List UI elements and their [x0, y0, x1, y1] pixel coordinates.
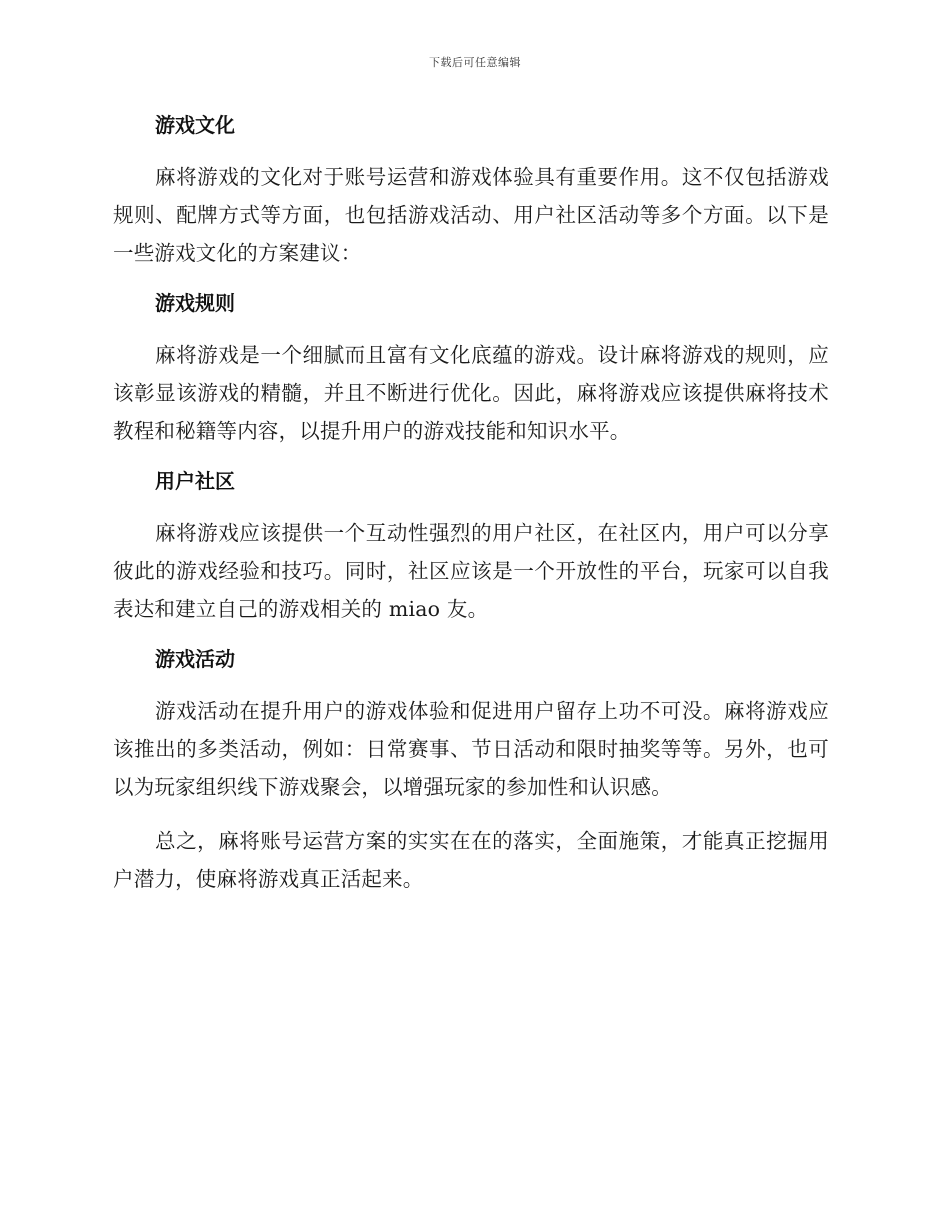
- section-paragraph-game-rules: 麻将游戏是一个细腻而且富有文化底蕴的游戏。设计麻将游戏的规则，应该彰显该游戏的精髓，并且不断进行优化。因此，麻将游戏应该提供麻将技术教程和秘籍等内容，以提升用户的游戏技能和知识水平。: [113, 343, 829, 443]
- section-paragraph-game-activities: 游戏活动在提升用户的游戏体验和促进用户留存上功不可没。麻将游戏应该推出的多类活动，例如：日常赛事、节日活动和限时抽奖等等。另外，也可以为玩家组织线下游戏聚会，以增强玩家的参加性和认识感。: [113, 699, 829, 799]
- section-heading-game-rules: 游戏规则: [155, 291, 235, 315]
- section-heading-game-culture: 游戏文化: [155, 113, 235, 137]
- conclusion-paragraph: 总之，麻将账号运营方案的实实在在的落实，全面施策，才能真正挖掘用户潜力，使麻将游戏真正活起来。: [113, 829, 829, 891]
- section-heading-game-activities: 游戏活动: [155, 647, 235, 671]
- section-paragraph-user-community: 麻将游戏应该提供一个互动性强烈的用户社区，在社区内，用户可以分享彼此的游戏经验和技巧。同时，社区应该是一个开放性的平台，玩家可以自我表达和建立自己的游戏相关的 miao 友。: [113, 521, 829, 621]
- page-header-note: 下载后可任意编辑: [429, 56, 521, 69]
- section-heading-user-community: 用户社区: [155, 469, 235, 493]
- document-body: [113, 110, 829, 914]
- section-paragraph-game-culture: 麻将游戏的文化对于账号运营和游戏体验具有重要作用。这不仅包括游戏规则、配牌方式等方面，也包括游戏活动、用户社区活动等多个方面。以下是一些游戏文化的方案建议：: [113, 165, 829, 265]
